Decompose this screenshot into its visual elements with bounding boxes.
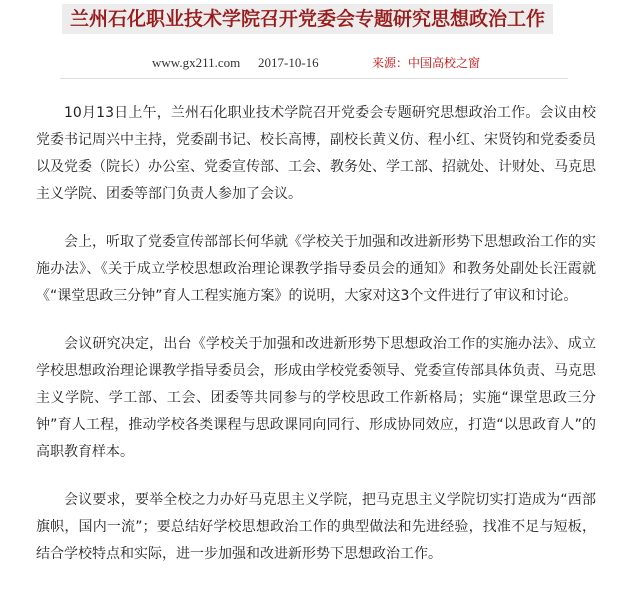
- article-meta: [0, 52, 628, 74]
- paragraph-3: 会议研究决定，出台《学校关于加强和改进新形势下思想政治工作的实施办法》、成立学校思想政治理论课教学指导委员会，形成由学校党委领导、党委宣传部具体负责、马克思主义学院、学工部、工会、团委等共同参与的学校思政工作新格局；实施“课堂思政三分钟”育人工程，推动学校各类课程与思政课同向同行、形成协同效应，打造“以思政育人”的高职教育样本。: [36, 336, 596, 460]
- title-bar: [0, 0, 628, 44]
- publish-date: 2017-10-16: [258, 55, 319, 70]
- article-body: [36, 100, 596, 589]
- paragraph-4: 会议要求，要举全校之力办好马克思主义学院，把马克思主义学院切实打造成为“西部旗帜，国内一流”；要总结好学校思想政治工作的典型做法和先进经验，找准不足与短板，结合学校特点和实际，进一步加强和改进新形势下思想政治工作。: [36, 492, 596, 562]
- divider: [60, 78, 568, 79]
- source-link[interactable]: 中国高校之窗: [408, 56, 481, 70]
- source-label: 来源：: [372, 56, 409, 70]
- paragraph-2: 会上，听取了党委宣传部部长何华就《学校关于加强和改进新形势下思想政治工作的实施办法》、《关于成立学校思想政治理论课教学指导委员会的通知》和教务处副处长汪霞就《“课堂思政三分钟”育人工程实施方案》的说明，大家对这3个文件进行了审议和讨论。: [36, 234, 596, 304]
- site-url[interactable]: www.gx211.com: [152, 55, 241, 70]
- paragraph-1: 10月13日上午，兰州石化职业技术学院召开党委会专题研究思想政治工作。会议由校党委书记周兴中主持，党委副书记、校长高博，副校长黄义仿、程小红、宋贤钧和党委委员以及党委（院长）办公室、党委宣传部、工会、教务处、学工部、招就处、计财处、马克思主义学院、团委等部门负责人参加了会议。: [36, 105, 596, 202]
- source: [372, 52, 480, 74]
- article-title: 兰州石化职业技术学院召开党委会专题研究思想政治工作: [62, 4, 553, 34]
